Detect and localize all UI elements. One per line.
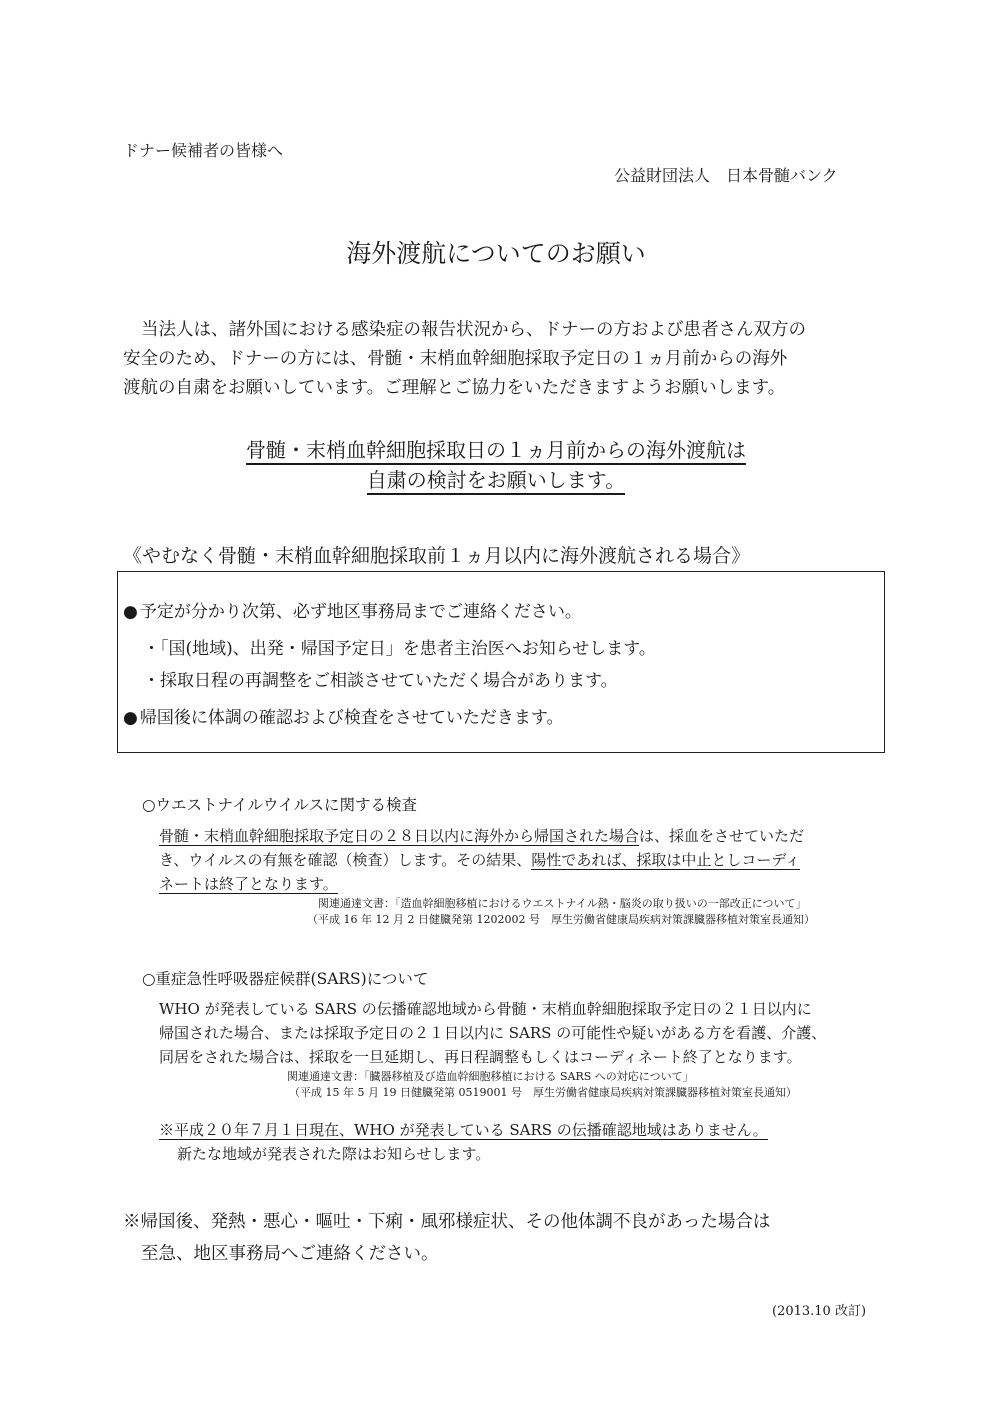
revision-note: (2013.10 改訂) xyxy=(772,1304,867,1319)
bullet-icon: ● xyxy=(123,708,138,728)
sars-note xyxy=(159,1118,768,1142)
sars-reference: （平成 15 年 5 月 19 日健臓発第 0519001 号 厚生労働省健康局疾病対策課臓器移植対策室長通知） xyxy=(289,1086,797,1099)
box-item xyxy=(123,703,563,728)
wnv-line xyxy=(159,824,804,848)
box-item xyxy=(123,597,582,622)
wnv-line xyxy=(159,872,338,896)
wnv-text: は、採血をさせていただ xyxy=(639,827,805,845)
sars-line: WHO が発表している SARS の伝播確認地域から骨髄・末梢血幹細胞採取予定日の２１日以内に xyxy=(159,1000,812,1018)
box-item-text: 帰国後に体調の確認および検査をさせていただきます。 xyxy=(139,708,564,728)
notice-line: 至急、地区事務局へご連絡ください。 xyxy=(141,1244,439,1264)
intro-paragraph xyxy=(123,316,893,403)
wnv-underlined-text: 陽性であれば、採取は中止としコーディ xyxy=(531,851,801,869)
emphasis-line: 骨髄・末梢血幹細胞採取日の１ヵ月前からの海外渡航は xyxy=(246,437,746,465)
sars-heading: ○重症急性呼吸器症候群(SARS)について xyxy=(142,970,429,988)
box-item-text: 予定が分かり次第、必ず地区事務局までご連絡ください。 xyxy=(139,602,582,622)
recipient-line: ドナー候補者の皆様へ xyxy=(123,141,284,160)
intro-line: 安全のため、ドナーの方には、骨髄・末梢血幹細胞採取予定日の１ヵ月前からの海外 xyxy=(123,349,788,369)
box-subitem: ・採取日程の再調整をご相談させていただく場合があります。 xyxy=(143,671,618,691)
wnv-reference: 関連通達文書：「造血幹細胞移植におけるウエストナイル熱・脳炎の取り扱いの一部改正について」 xyxy=(318,897,807,910)
intro-line: 渡航の自粛をお願いしています。ご理解とご協力をいただきますようお願いします。 xyxy=(123,378,786,398)
sars-note: 新たな地域が発表された際はお知らせします。 xyxy=(177,1145,491,1163)
wnv-heading: ○ウエストナイルウイルスに関する検査 xyxy=(142,796,418,814)
sars-reference: 関連通達文書：「臓器移植及び造血幹細胞移植における SARS への対応について」 xyxy=(287,1070,694,1083)
sars-line: 同居をされた場合は、採取を一旦延期し、再日程調整もしくはコーディネート終了となります。 xyxy=(159,1048,802,1066)
intro-line: 当法人は、諸外国における感染症の報告状況から、ドナーの方および患者さん双方の xyxy=(141,320,806,340)
bullet-icon: ● xyxy=(123,602,138,622)
wnv-text: き、ウイルスの有無を確認（検査）します。その結果、 xyxy=(159,851,532,869)
box-subitem: ・「国(地域)、出発・帰国予定日」を患者主治医へお知らせします。 xyxy=(143,639,656,659)
case-heading: 《やむなく骨髄・末梢血幹細胞採取前１ヵ月以内に海外渡航される場合》 xyxy=(123,545,751,567)
document-title: 海外渡航についてのお願い xyxy=(346,239,646,268)
emphasis-block xyxy=(0,435,992,495)
sender-organization: 公益財団法人 日本骨髄バンク xyxy=(614,166,838,185)
wnv-underlined-text: 骨髄・末梢血幹細胞採取予定日の２８日以内に海外から帰国された場合 xyxy=(159,827,640,845)
wnv-line xyxy=(159,848,800,872)
notice-line: ※帰国後、発熱・悪心・嘔吐・下痢・風邪様症状、その他体調不良があった場合は xyxy=(123,1212,771,1232)
sars-note-text: ※平成２０年７月１日現在、WHO が発表している SARS の伝播確認地域はありません。 xyxy=(159,1121,768,1139)
sars-line: 帰国された場合、または採取予定日の２１日以内に SARS の可能性や疑いがある方を看護、介護、 xyxy=(159,1024,827,1042)
wnv-underlined-text: ネートは終了となります。 xyxy=(159,875,338,893)
wnv-reference: （平成 16 年 12 月 2 日健臓発第 1202002 号 厚生労働省健康局疾病対策課臓器移植対策室長通知） xyxy=(307,913,815,926)
emphasis-line: 自粛の検討をお願いします。 xyxy=(367,467,625,495)
instruction-box xyxy=(117,571,885,753)
